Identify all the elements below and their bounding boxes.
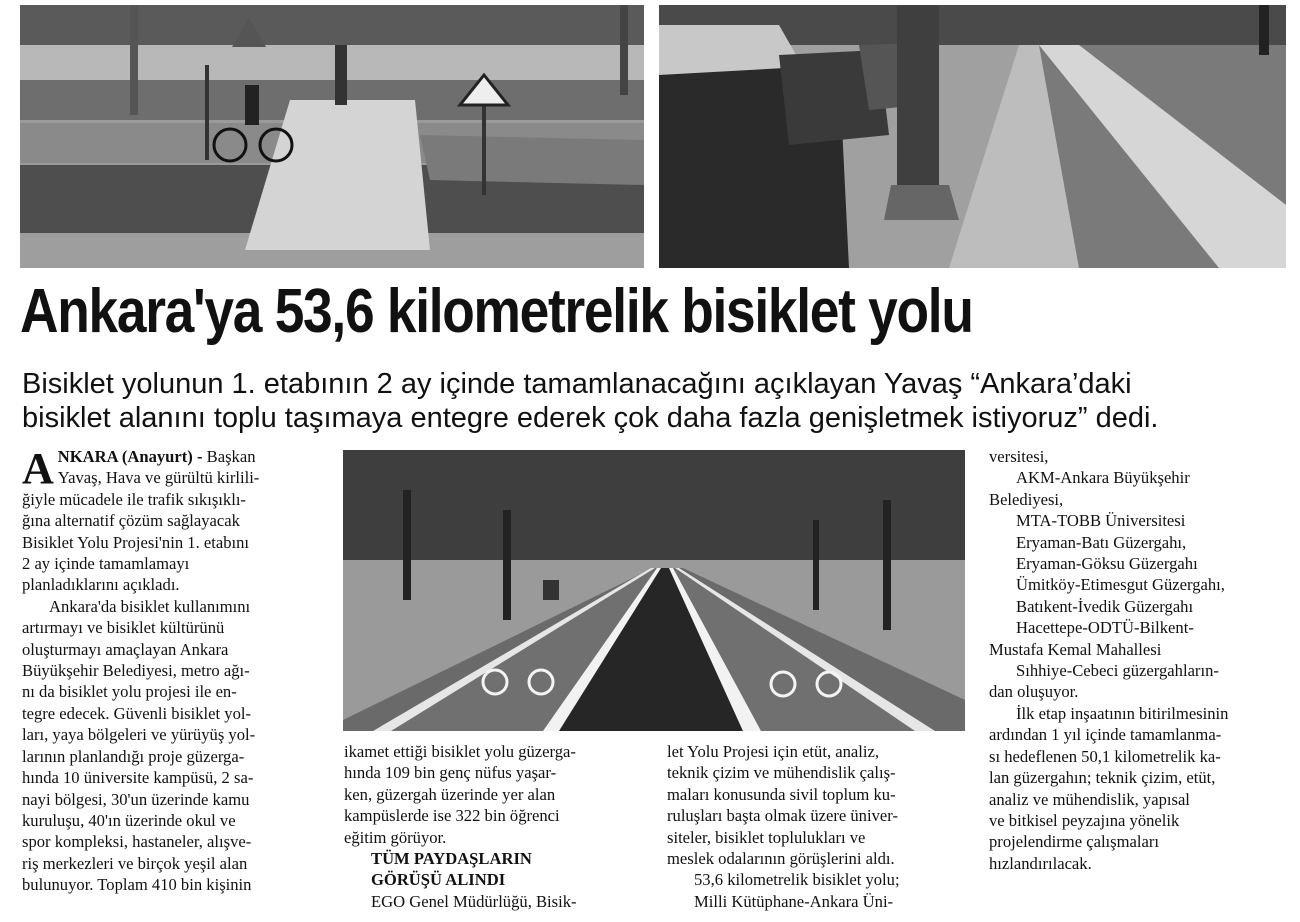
section-subhead: TÜM PAYDAŞLARIN: [371, 849, 532, 869]
text-line: Ümitköy-Etimesgut Güzergahı,: [1016, 575, 1225, 595]
section-subhead: GÖRÜŞÜ ALINDI: [371, 870, 506, 890]
text-line: ları, yaya bölgeleri ve yürüyüş yol-: [22, 725, 256, 745]
text-line: planladıklarını açıkladı.: [22, 575, 180, 595]
text-line: Ankara'da bisiklet kullanımını: [49, 596, 251, 616]
text-line: siteler, bisiklet toplulukları ve: [667, 827, 866, 847]
text-line: kampüslerde ise 322 bin öğrenci: [344, 806, 560, 826]
drop-cap: A: [22, 444, 54, 493]
text-line: let Yolu Projesi için etüt, analiz,: [667, 742, 880, 761]
text-line: ikamet ettiği bisiklet yolu güzerga-: [344, 742, 576, 761]
text-line: bulunuyor. Toplam 410 bin kişinin: [22, 875, 252, 895]
text-line: dan oluşuyor.: [989, 682, 1079, 702]
text-line: eğitim görüyor.: [344, 827, 447, 847]
photo-bicycle-lane-park: [343, 450, 965, 731]
text-line: Yavaş, Hava ve gürültü kirlili-: [57, 468, 260, 488]
text-line: nı da bisiklet yolu projesi ile en-: [22, 682, 237, 702]
text-line: Bisiklet Yolu Projesi'nin 1. etabını: [22, 532, 250, 552]
text-line: hızlandırılacak.: [989, 853, 1092, 873]
text-line: sı hedeflenen 50,1 kilometrelik ka-: [989, 746, 1221, 766]
text-line: hında 109 bin genç nüfus yaşar-: [344, 763, 557, 783]
text-line: ruluşları başta olmak üzere üniver-: [667, 806, 898, 826]
photo-roadside-parked-cars: [659, 5, 1286, 268]
text-line: artırmayı ve bisiklet kültürünü: [22, 618, 225, 638]
text-line: teknik çizim ve mühendislik çalış-: [667, 763, 896, 783]
text-line: tegre edecek. Güvenli bisiklet yol-: [22, 703, 252, 723]
text-line: 2 ay içinde tamamlamayı: [22, 554, 190, 574]
article-column-2: [344, 741, 654, 912]
text-line: AKM-Ankara Büyükşehir: [1016, 468, 1190, 488]
text-line: Büyükşehir Belediyesi, metro ağı-: [22, 661, 250, 681]
text-line: Mustafa Kemal Mahallesi: [989, 639, 1162, 659]
text-line: ardından 1 yıl içinde tamamlanma-: [989, 725, 1222, 745]
text-line: ğına alternatif çözüm sağlayacak: [22, 511, 240, 531]
byline: NKARA (Anayurt) -: [57, 447, 203, 466]
text-line: Belediyesi,: [989, 489, 1064, 509]
text-line: 53,6 kilometrelik bisiklet yolu;: [694, 870, 900, 890]
text-line: İlk etap inşaatının bitirilmesinin: [1016, 703, 1229, 723]
text-line: maları konusunda sivil toplum ku-: [667, 784, 896, 804]
article-column-3: [667, 741, 967, 912]
text-line: riş merkezleri ve birçok yeşil alan: [22, 853, 248, 873]
text-line: ve bitkisel peyzajına yönelik: [989, 810, 1180, 830]
text-line: oluşturmayı amaçlayan Ankara: [22, 639, 229, 659]
text-line: hında 10 üniversite kampüsü, 2 sa-: [22, 768, 254, 788]
text-line: Sıhhiye-Cebeci güzergahların-: [1016, 661, 1219, 681]
photo-bicycle-crossing: [20, 5, 644, 268]
article-column-1: [22, 446, 322, 896]
text-line: EGO Genel Müdürlüğü, Bisik-: [371, 891, 577, 911]
text-line: analiz ve mühendislik, yapısal: [989, 789, 1190, 809]
text-line: nayi bölgesi, 30'un üzerinde kamu: [22, 789, 250, 809]
article-column-4: [989, 446, 1289, 874]
text-line: spor kompleksi, hastaneler, alışve-: [22, 832, 252, 852]
text-line: MTA-TOBB Üniversitesi: [1016, 511, 1186, 531]
text-line: Milli Kütüphane-Ankara Üni-: [694, 891, 894, 911]
text-line: ken, güzergah üzerinde yer alan: [344, 784, 556, 804]
text-line: lan güzergahın; teknik çizim, etüt,: [989, 768, 1216, 788]
text-line: projelendirme çalışmaları: [989, 832, 1160, 852]
text-line: larının planlandığı proje güzerga-: [22, 746, 245, 766]
headline: Ankara'ya 53,6 kilometrelik bisiklet yolu: [20, 277, 973, 346]
text-line: Hacettepe-ODTÜ-Bilkent-: [1016, 618, 1194, 638]
text-line: Eryaman-Göksu Güzergahı: [1016, 554, 1198, 574]
subheading-line-1: Bisiklet yolunun 1. etabının 2 ay içinde tamamlanacağını açıklayan Yavaş “Ankara’daki: [22, 368, 1132, 400]
text-line: ğiyle mücadele ile trafik sıkışıklı-: [22, 489, 246, 509]
text-line: meslek odalarının görüşlerini aldı.: [667, 849, 895, 869]
text-line: Batıkent-İvedik Güzergahı: [1016, 596, 1194, 616]
text-line: versitesi,: [989, 447, 1049, 466]
subheading-line-2: bisiklet alanını toplu taşımaya entegre ederek çok daha fazla genişletmek istiyoruz” dedi.: [22, 402, 1159, 434]
text-line: kuruluşu, 40'ın üzerinde okul ve: [22, 810, 236, 830]
text-line: Eryaman-Batı Güzergahı,: [1016, 532, 1187, 552]
text-line: Başkan: [202, 447, 256, 466]
